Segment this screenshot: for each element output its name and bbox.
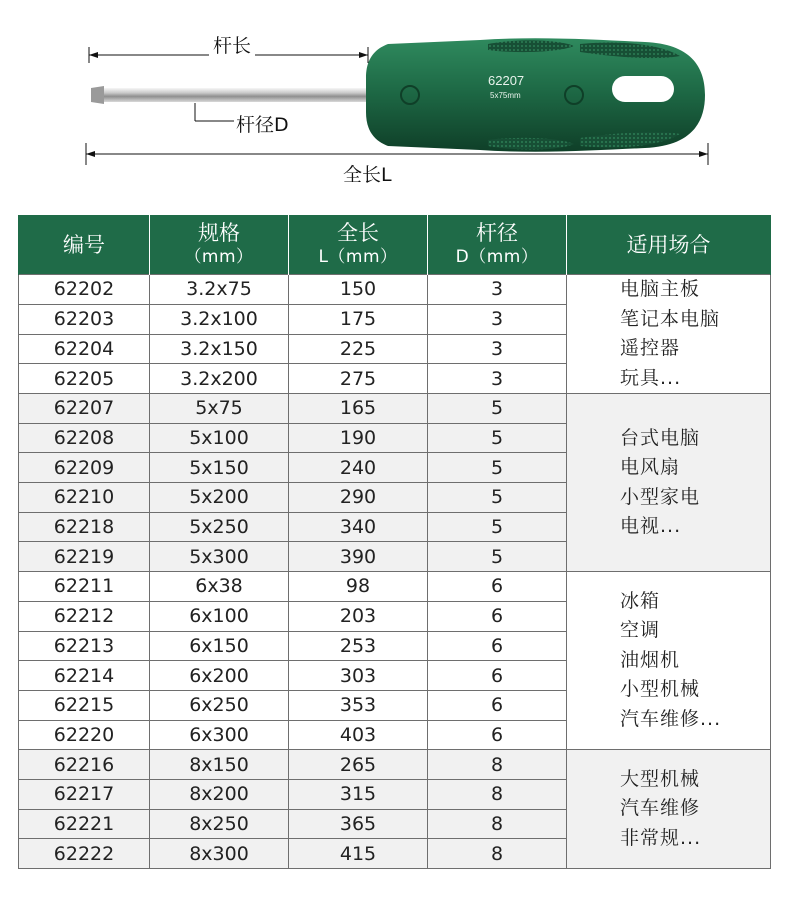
cell-spec: 5x150 (150, 453, 289, 483)
cell-code: 62209 (19, 453, 150, 483)
cell-spec: 3.2x100 (150, 304, 289, 334)
cell-total-length: 240 (289, 453, 428, 483)
cell-total-length: 315 (289, 779, 428, 809)
table-row (19, 394, 771, 424)
cell-application (567, 572, 771, 750)
cell-spec: 8x250 (150, 809, 289, 839)
cell-code: 62217 (19, 779, 150, 809)
cell-code: 62203 (19, 304, 150, 334)
cell-rod-diameter: 6 (428, 661, 567, 691)
handle-model-text: 62207 (488, 73, 525, 88)
cell-rod-diameter: 3 (428, 334, 567, 364)
rod-length-label: 杆长 (209, 31, 255, 58)
cell-total-length: 303 (289, 661, 428, 691)
header-application: 适用场合 (567, 215, 771, 275)
cell-rod-diameter: 3 (428, 364, 567, 394)
cell-code: 62213 (19, 631, 150, 661)
application-item: 非常规... (620, 826, 702, 849)
cell-total-length: 150 (289, 275, 428, 305)
application-item: 笔记本电脑 (620, 307, 721, 330)
cell-application (567, 275, 771, 394)
table-row (19, 572, 771, 602)
cell-rod-diameter: 6 (428, 720, 567, 750)
cell-spec: 6x100 (150, 601, 289, 631)
cell-code: 62222 (19, 839, 150, 869)
cell-spec: 5x75 (150, 394, 289, 424)
cell-rod-diameter: 3 (428, 275, 567, 305)
application-item: 油烟机 (620, 648, 681, 671)
cell-application (567, 394, 771, 572)
cell-total-length: 390 (289, 542, 428, 572)
cell-rod-diameter: 6 (428, 690, 567, 720)
rod-diameter-label: 杆径D (234, 110, 289, 137)
cell-rod-diameter: 5 (428, 453, 567, 483)
cell-code: 62221 (19, 809, 150, 839)
cell-spec: 3.2x150 (150, 334, 289, 364)
cell-spec: 8x300 (150, 839, 289, 869)
header-code: 编号 (19, 215, 150, 275)
cell-code: 62215 (19, 690, 150, 720)
cell-total-length: 403 (289, 720, 428, 750)
cell-spec: 3.2x200 (150, 364, 289, 394)
cell-code: 62210 (19, 483, 150, 513)
cell-total-length: 98 (289, 572, 428, 602)
handle-size-text: 5x75mm (490, 91, 521, 100)
cell-code: 62202 (19, 275, 150, 305)
screwdriver-diagram (0, 0, 790, 200)
cell-total-length: 340 (289, 512, 428, 542)
cell-code: 62214 (19, 661, 150, 691)
cell-spec: 5x100 (150, 423, 289, 453)
cell-code: 62211 (19, 572, 150, 602)
cell-rod-diameter: 5 (428, 512, 567, 542)
cell-spec: 5x200 (150, 483, 289, 513)
cell-spec: 6x38 (150, 572, 289, 602)
application-item: 大型机械 (620, 767, 701, 790)
application-item: 电视... (620, 515, 682, 538)
application-item: 台式电脑 (620, 426, 701, 449)
cell-code: 62219 (19, 542, 150, 572)
cell-spec: 5x250 (150, 512, 289, 542)
cell-spec: 6x200 (150, 661, 289, 691)
cell-spec: 8x200 (150, 779, 289, 809)
cell-rod-diameter: 6 (428, 631, 567, 661)
total-length-label: 全长L (339, 160, 396, 187)
application-item: 汽车维修 (620, 797, 701, 820)
cell-spec: 8x150 (150, 750, 289, 780)
application-item: 小型家电 (620, 485, 701, 508)
cell-spec: 3.2x75 (150, 275, 289, 305)
cell-total-length: 203 (289, 601, 428, 631)
header-rod-diameter: 杆径 D（mm） (428, 215, 567, 275)
screwdriver-tip (91, 86, 104, 104)
application-item: 玩具... (620, 366, 682, 389)
cell-spec: 6x250 (150, 690, 289, 720)
header-spec: 规格 （mm） (150, 215, 289, 275)
application-item: 电脑主板 (620, 278, 701, 300)
cell-code: 62207 (19, 394, 150, 424)
cell-total-length: 275 (289, 364, 428, 394)
cell-total-length: 365 (289, 809, 428, 839)
table-row (19, 275, 771, 305)
cell-rod-diameter: 5 (428, 394, 567, 424)
cell-rod-diameter: 5 (428, 483, 567, 513)
cell-spec: 6x150 (150, 631, 289, 661)
cell-total-length: 165 (289, 394, 428, 424)
cell-code: 62205 (19, 364, 150, 394)
cell-application (567, 750, 771, 869)
application-item: 小型机械 (620, 678, 701, 701)
application-item: 汽车维修... (620, 707, 722, 730)
cell-spec: 6x300 (150, 720, 289, 750)
cell-total-length: 190 (289, 423, 428, 453)
spec-table (18, 215, 771, 869)
screwdriver-handle (366, 38, 705, 151)
header-total-length: 全长 L（mm） (289, 215, 428, 275)
cell-code: 62212 (19, 601, 150, 631)
cell-code: 62208 (19, 423, 150, 453)
cell-total-length: 353 (289, 690, 428, 720)
cell-rod-diameter: 3 (428, 304, 567, 334)
cell-spec: 5x300 (150, 542, 289, 572)
cell-rod-diameter: 6 (428, 572, 567, 602)
cell-rod-diameter: 6 (428, 601, 567, 631)
application-item: 电风扇 (620, 456, 681, 479)
application-item: 遥控器 (620, 337, 681, 359)
cell-rod-diameter: 8 (428, 839, 567, 869)
cell-total-length: 175 (289, 304, 428, 334)
cell-total-length: 225 (289, 334, 428, 364)
table-row (19, 750, 771, 780)
cell-rod-diameter: 8 (428, 809, 567, 839)
cell-rod-diameter: 5 (428, 423, 567, 453)
application-item: 空调 (620, 619, 661, 642)
table-body (19, 275, 771, 869)
cell-code: 62216 (19, 750, 150, 780)
cell-rod-diameter: 8 (428, 750, 567, 780)
cell-rod-diameter: 5 (428, 542, 567, 572)
cell-total-length: 290 (289, 483, 428, 513)
cell-code: 62204 (19, 334, 150, 364)
cell-total-length: 415 (289, 839, 428, 869)
cell-rod-diameter: 8 (428, 779, 567, 809)
application-item: 冰箱 (620, 589, 661, 612)
table-header-row (19, 215, 771, 275)
cell-code: 62220 (19, 720, 150, 750)
screwdriver-shaft (91, 88, 368, 102)
cell-total-length: 265 (289, 750, 428, 780)
cell-total-length: 253 (289, 631, 428, 661)
cell-code: 62218 (19, 512, 150, 542)
